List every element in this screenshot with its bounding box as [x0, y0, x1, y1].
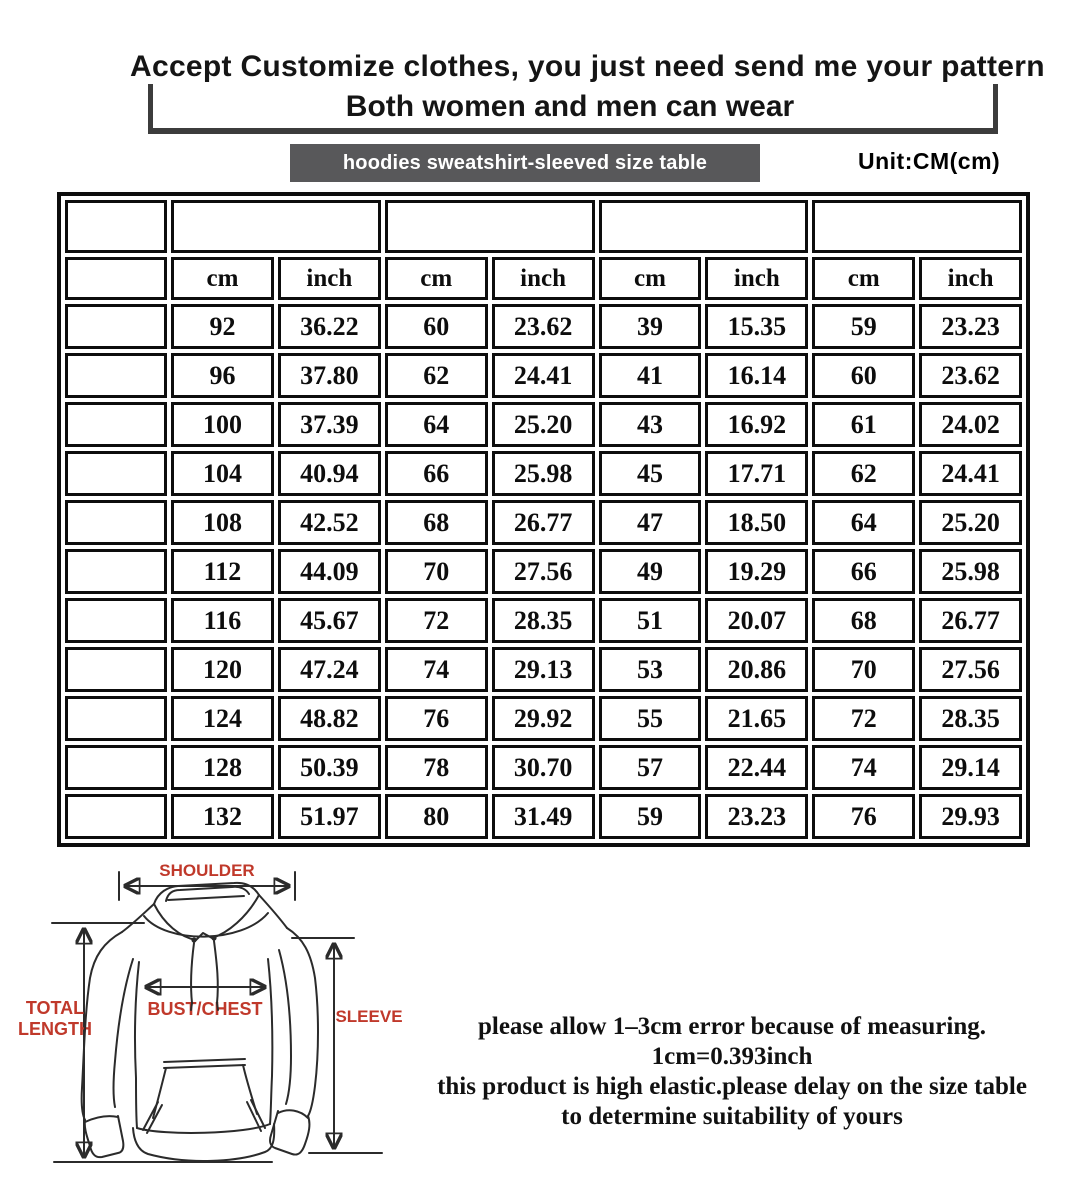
size-table-body [65, 304, 1022, 839]
value-cell: 104 [171, 451, 274, 496]
table-row [65, 598, 1022, 643]
value-cell: 26.77 [919, 598, 1022, 643]
value-cell: 27.56 [492, 549, 595, 594]
unit-header: inch [705, 257, 808, 300]
value-cell: 29.92 [492, 696, 595, 741]
value-cell: 124 [171, 696, 274, 741]
value-cell: 16.92 [705, 402, 808, 447]
value-cell: 18.50 [705, 500, 808, 545]
value-cell: 23.62 [919, 353, 1022, 398]
value-cell: 44.09 [278, 549, 381, 594]
total-length-label-line1: TOTAL [25, 998, 85, 1018]
value-cell: 51.97 [278, 794, 381, 839]
size-cell: 3XL [65, 647, 167, 692]
value-cell: 59 [599, 794, 702, 839]
unit-header: inch [278, 257, 381, 300]
value-cell: 132 [171, 794, 274, 839]
value-cell: 62 [385, 353, 488, 398]
table-row [65, 500, 1022, 545]
value-cell: 28.35 [919, 696, 1022, 741]
unit-header: cm [385, 257, 488, 300]
value-cell: 72 [812, 696, 915, 741]
unit-header: cm [171, 257, 274, 300]
table-row [65, 794, 1022, 839]
size-cell: XXS [65, 304, 167, 349]
bust-chest-label: BUST/CHEST [147, 999, 263, 1019]
size-cell: XS [65, 353, 167, 398]
note-line: this product is high elastic.please delay on the size table [437, 1073, 1027, 1100]
value-cell: 62 [812, 451, 915, 496]
value-cell: 37.80 [278, 353, 381, 398]
value-cell: 45.67 [278, 598, 381, 643]
unit-header: cm [599, 257, 702, 300]
value-cell: 47.24 [278, 647, 381, 692]
size-cell: L [65, 500, 167, 545]
value-cell: 72 [385, 598, 488, 643]
unit-label: Unit:CM(cm) [858, 148, 1001, 174]
table-row [65, 304, 1022, 349]
notes-block [398, 1012, 1066, 1132]
note-line: to determine suitability of yours [561, 1103, 903, 1130]
group-header-length: Length [385, 200, 595, 253]
value-cell: 61 [812, 402, 915, 447]
unit-header: inch [492, 257, 595, 300]
size-cell: 6XL [65, 794, 167, 839]
value-cell: 45 [599, 451, 702, 496]
size-column-header: Size [65, 257, 167, 300]
value-cell: 25.98 [919, 549, 1022, 594]
value-cell: 41 [599, 353, 702, 398]
value-cell: 23.23 [919, 304, 1022, 349]
value-cell: 74 [385, 647, 488, 692]
value-cell: 19.29 [705, 549, 808, 594]
value-cell: 60 [812, 353, 915, 398]
value-cell: 59 [812, 304, 915, 349]
value-cell: 42.52 [278, 500, 381, 545]
group-header-row [65, 200, 1022, 253]
table-row [65, 451, 1022, 496]
value-cell: 26.77 [492, 500, 595, 545]
value-cell: 29.93 [919, 794, 1022, 839]
value-cell: 112 [171, 549, 274, 594]
unit-header: inch [919, 257, 1022, 300]
sleeve-label: SLEEVE [335, 1007, 403, 1026]
value-cell: 17.71 [705, 451, 808, 496]
value-cell: 70 [812, 647, 915, 692]
size-table [57, 192, 1030, 847]
value-cell: 49 [599, 549, 702, 594]
value-cell: 92 [171, 304, 274, 349]
value-cell: 68 [385, 500, 488, 545]
value-cell: 25.20 [492, 402, 595, 447]
value-cell: 23.23 [705, 794, 808, 839]
value-cell: 25.20 [919, 500, 1022, 545]
group-header-sleeve: Sleeve [812, 200, 1022, 253]
value-cell: 66 [385, 451, 488, 496]
total-length-label-line2: LENGTH [18, 1019, 92, 1039]
value-cell: 20.07 [705, 598, 808, 643]
value-cell: 29.14 [919, 745, 1022, 790]
value-cell: 21.65 [705, 696, 808, 741]
group-header-shoulder: Shoulder [599, 200, 809, 253]
value-cell: 16.14 [705, 353, 808, 398]
value-cell: 24.41 [492, 353, 595, 398]
value-cell: 15.35 [705, 304, 808, 349]
value-cell: 74 [812, 745, 915, 790]
value-cell: 50.39 [278, 745, 381, 790]
value-cell: 29.13 [492, 647, 595, 692]
value-cell: 30.70 [492, 745, 595, 790]
size-table-head [65, 200, 1022, 300]
value-cell: 37.39 [278, 402, 381, 447]
shoulder-label: SHOULDER [159, 861, 255, 880]
value-cell: 25.98 [492, 451, 595, 496]
unit-header-row [65, 257, 1022, 300]
table-row [65, 745, 1022, 790]
value-cell: 128 [171, 745, 274, 790]
value-cell: 116 [171, 598, 274, 643]
value-cell: 36.22 [278, 304, 381, 349]
table-row [65, 402, 1022, 447]
value-cell: 22.44 [705, 745, 808, 790]
title-line-1: Accept Customize clothes, you just need send me your pattern [130, 50, 1045, 83]
page-title [130, 50, 1045, 124]
value-cell: 108 [171, 500, 274, 545]
size-cell: 2XL [65, 598, 167, 643]
value-cell: 39 [599, 304, 702, 349]
unit-header: cm [812, 257, 915, 300]
table-row [65, 549, 1022, 594]
value-cell: 51 [599, 598, 702, 643]
table-row [65, 353, 1022, 398]
value-cell: 28.35 [492, 598, 595, 643]
value-cell: 80 [385, 794, 488, 839]
value-cell: 76 [385, 696, 488, 741]
value-cell: 48.82 [278, 696, 381, 741]
value-cell: 24.02 [919, 402, 1022, 447]
group-header-chest: Chest [171, 200, 381, 253]
value-cell: 23.62 [492, 304, 595, 349]
size-cell: 5XL [65, 745, 167, 790]
value-cell: 66 [812, 549, 915, 594]
value-cell: 68 [812, 598, 915, 643]
size-cell: 4XL [65, 696, 167, 741]
value-cell: 64 [385, 402, 488, 447]
value-cell: 57 [599, 745, 702, 790]
value-cell: 47 [599, 500, 702, 545]
title-line-2: Both women and men can wear [345, 90, 795, 123]
value-cell: 64 [812, 500, 915, 545]
value-cell: 24.41 [919, 451, 1022, 496]
corner-cell [65, 200, 167, 253]
value-cell: 31.49 [492, 794, 595, 839]
value-cell: 100 [171, 402, 274, 447]
value-cell: 43 [599, 402, 702, 447]
value-cell: 60 [385, 304, 488, 349]
value-cell: 55 [599, 696, 702, 741]
note-line: please allow 1–3cm error because of measuring. [477, 1013, 987, 1040]
value-cell: 120 [171, 647, 274, 692]
table-row [65, 696, 1022, 741]
value-cell: 96 [171, 353, 274, 398]
table-row [65, 647, 1022, 692]
hoodie-sketch [82, 883, 318, 1161]
table-title-banner: hoodies sweatshirt-sleeved size table [290, 144, 760, 182]
value-cell: 70 [385, 549, 488, 594]
value-cell: 76 [812, 794, 915, 839]
size-cell: M [65, 451, 167, 496]
value-cell: 20.86 [705, 647, 808, 692]
value-cell: 53 [599, 647, 702, 692]
value-cell: 40.94 [278, 451, 381, 496]
note-line: 1cm=0.393inch [651, 1043, 813, 1070]
value-cell: 27.56 [919, 647, 1022, 692]
size-cell: S [65, 402, 167, 447]
hoodie-measurement-diagram [6, 856, 436, 1194]
value-cell: 78 [385, 745, 488, 790]
size-cell: XL [65, 549, 167, 594]
